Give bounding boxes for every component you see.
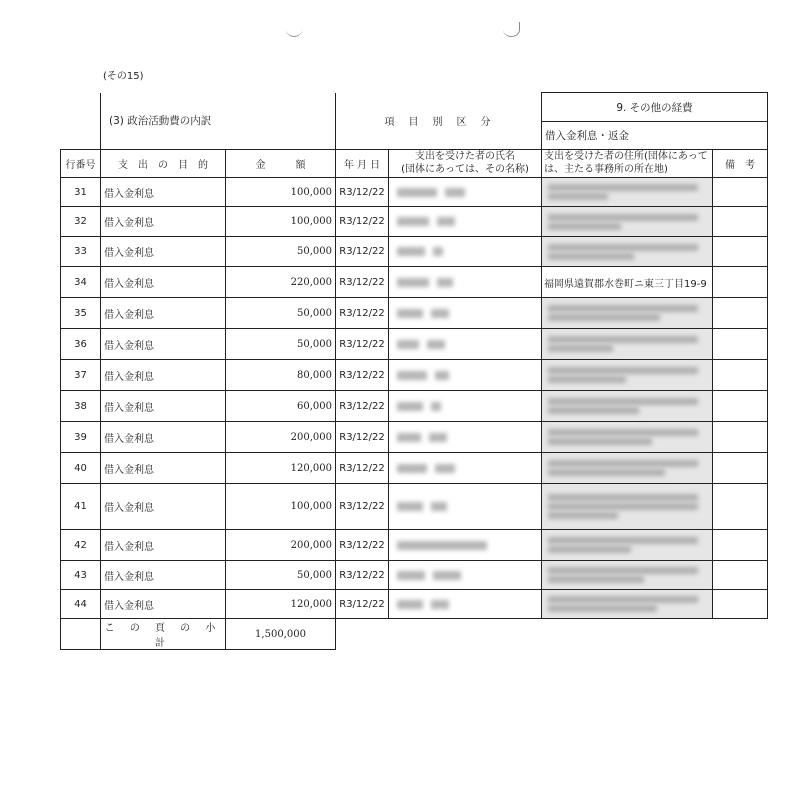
remarks-cell [713,329,768,360]
table-row [61,530,768,561]
blank-header-cell [61,93,101,122]
payee-name-redacted [389,267,542,298]
redaction-blur [433,571,461,580]
redaction-blur [431,402,441,411]
redaction-blur [548,576,644,583]
row-number: 31 [61,178,101,207]
redaction-blur [548,314,660,321]
expense-date: R3/12/22 [336,422,389,453]
redaction-blur [429,433,447,442]
payee-name-redacted [389,360,542,391]
redaction-blur [397,502,423,511]
expense-purpose: 借入金利息 [101,178,226,207]
expense-date: R3/12/22 [336,484,389,530]
expense-amount: 60,000 [226,391,336,422]
redaction-blur [548,253,634,260]
col-header-purpose: 支 出 の 目 的 [101,150,226,178]
remarks-cell [713,207,768,237]
punch-hole-left [286,22,302,37]
redaction-blur [397,309,423,318]
payee-name-redacted [389,484,542,530]
expense-amount: 100,000 [226,178,336,207]
redaction-blur [548,193,608,200]
payee-address [542,391,713,422]
expense-purpose: 借入金利息 [101,561,226,590]
payee-address [542,484,713,530]
payee-address [542,237,713,267]
expense-amount: 50,000 [226,237,336,267]
expense-amount: 120,000 [226,590,336,619]
redaction-blur [548,398,698,405]
redaction-blur [397,217,429,226]
row-number: 37 [61,360,101,391]
expense-date: R3/12/22 [336,391,389,422]
redaction-blur [548,460,698,467]
row-number: 40 [61,453,101,484]
expense-date: R3/12/22 [336,237,389,267]
payee-name-redacted [389,530,542,561]
col-header-remarks: 備 考 [713,150,768,178]
redaction-blur [548,367,698,374]
expense-date: R3/12/22 [336,267,389,298]
col-header-payee-name: 支出を受けた者の氏名 (団体にあっては、その名称) [389,150,542,178]
subtotal-empty-area [336,619,768,650]
redaction-blur [431,309,449,318]
redaction-blur [548,512,618,519]
remarks-cell [713,298,768,329]
remarks-cell [713,391,768,422]
payee-address [542,561,713,590]
payee-name-redacted [389,207,542,237]
payee-name-redacted [389,329,542,360]
expense-date: R3/12/22 [336,329,389,360]
subtotal-blank [61,619,101,650]
expense-ledger-table [60,92,768,650]
col-header-payee-address: 支出を受けた者の住所(団体にあっては、主たる事務所の所在地) [542,150,713,178]
payee-address [542,329,713,360]
redaction-blur [445,188,465,197]
col-header-date: 年 月 日 [336,150,389,178]
redaction-blur [397,433,421,442]
col-header-amount: 金 額 [226,150,336,178]
subtotal-amount: 1,500,000 [226,619,336,650]
row-number: 43 [61,561,101,590]
subcategory-value: 借入金利息・返金 [542,122,768,150]
row-number: 38 [61,391,101,422]
table-row [61,329,768,360]
expense-amount: 80,000 [226,360,336,391]
redaction-blur [435,464,455,473]
expense-purpose: 借入金利息 [101,329,226,360]
redaction-blur [548,244,698,251]
redaction-blur [397,541,487,550]
table-row [61,561,768,590]
expense-amount: 100,000 [226,207,336,237]
redaction-blur [397,278,429,287]
expense-purpose: 借入金利息 [101,530,226,561]
redaction-blur [548,214,698,221]
row-number: 44 [61,590,101,619]
expense-date: R3/12/22 [336,298,389,329]
expense-purpose: 借入金利息 [101,590,226,619]
row-number: 33 [61,237,101,267]
expense-amount: 220,000 [226,267,336,298]
subtotal-row [61,619,768,650]
table-row [61,267,768,298]
redaction-blur [397,600,423,609]
redaction-blur [548,596,698,603]
redaction-blur [548,567,698,574]
redaction-blur [548,605,657,612]
payee-name-redacted [389,422,542,453]
payee-address [542,590,713,619]
redaction-blur [548,537,698,544]
payee-address [542,178,713,207]
expense-date: R3/12/22 [336,207,389,237]
table-row [61,484,768,530]
expense-purpose: 借入金利息 [101,360,226,391]
page-label: (その15) [103,71,144,82]
expense-purpose: 借入金利息 [101,298,226,329]
redaction-blur [397,247,425,256]
redaction-blur [397,464,427,473]
expense-date: R3/12/22 [336,453,389,484]
payee-address: 福岡県遠賀郡水巻町ニ東三丁目19-9 [542,267,713,298]
expense-amount: 200,000 [226,422,336,453]
redaction-blur [548,407,639,414]
payee-address [542,298,713,329]
row-number: 32 [61,207,101,237]
payee-address [542,422,713,453]
payee-name-redacted [389,561,542,590]
row-number: 34 [61,267,101,298]
remarks-cell [713,453,768,484]
payee-address [542,453,713,484]
expense-date: R3/12/22 [336,530,389,561]
item-category-label: 項 目 別 区 分 [336,93,542,150]
expense-date: R3/12/22 [336,360,389,391]
expense-amount: 120,000 [226,453,336,484]
redaction-blur [435,371,449,380]
row-number: 39 [61,422,101,453]
payee-name-redacted [389,453,542,484]
redaction-blur [548,503,698,510]
expense-date: R3/12/22 [336,561,389,590]
table-row [61,298,768,329]
redaction-blur [397,571,425,580]
expense-amount: 50,000 [226,329,336,360]
redaction-blur [548,438,652,445]
row-number: 35 [61,298,101,329]
remarks-cell [713,267,768,298]
expense-purpose: 借入金利息 [101,422,226,453]
row-number: 42 [61,530,101,561]
table-row [61,237,768,267]
remarks-cell [713,530,768,561]
redaction-blur [548,494,698,501]
redaction-blur [548,223,621,230]
col-header-row-no: 行番号 [61,150,101,178]
redaction-blur [437,217,455,226]
redaction-blur [548,376,626,383]
payee-name-redacted [389,590,542,619]
expense-purpose: 借入金利息 [101,237,226,267]
redaction-blur [431,600,449,609]
table-row [61,178,768,207]
redaction-blur [548,345,613,352]
remarks-cell [713,484,768,530]
payee-address [542,207,713,237]
redaction-blur [431,502,447,511]
table-row [61,453,768,484]
category-value: 9. その他の経費 [542,93,768,122]
table-row [61,207,768,237]
payee-name-redacted [389,237,542,267]
remarks-cell [713,561,768,590]
redaction-blur [548,336,698,343]
redaction-blur [397,371,427,380]
payee-name-redacted [389,298,542,329]
payee-address [542,530,713,561]
blank-header-cell [61,122,101,150]
remarks-cell [713,178,768,207]
remarks-cell [713,360,768,391]
redaction-blur [548,429,698,436]
expense-purpose: 借入金利息 [101,267,226,298]
expense-purpose: 借入金利息 [101,207,226,237]
redaction-blur [437,278,453,287]
payee-name-redacted [389,178,542,207]
redaction-blur [548,469,665,476]
redaction-blur [548,305,698,312]
section-title: (3) 政治活動費の内訳 [101,93,336,150]
row-number: 36 [61,329,101,360]
redaction-blur [397,340,419,349]
expense-purpose: 借入金利息 [101,484,226,530]
redaction-blur [548,184,698,191]
punch-hole-right [503,22,520,37]
expense-purpose: 借入金利息 [101,391,226,422]
expense-amount: 100,000 [226,484,336,530]
remarks-cell [713,422,768,453]
expense-date: R3/12/22 [336,590,389,619]
table-row [61,360,768,391]
table-row [61,422,768,453]
payee-address [542,360,713,391]
table-row [61,590,768,619]
redaction-blur [427,340,445,349]
redaction-blur [397,402,423,411]
remarks-cell [713,590,768,619]
expense-amount: 50,000 [226,561,336,590]
expense-amount: 50,000 [226,298,336,329]
redaction-blur [548,546,631,553]
subtotal-label: こ の 頁 の 小 計 [101,619,226,650]
redaction-blur [433,247,443,256]
table-row [61,391,768,422]
remarks-cell [713,237,768,267]
expense-amount: 200,000 [226,530,336,561]
payee-name-redacted [389,391,542,422]
expense-date: R3/12/22 [336,178,389,207]
expense-purpose: 借入金利息 [101,453,226,484]
redaction-blur [397,188,437,197]
row-number: 41 [61,484,101,530]
